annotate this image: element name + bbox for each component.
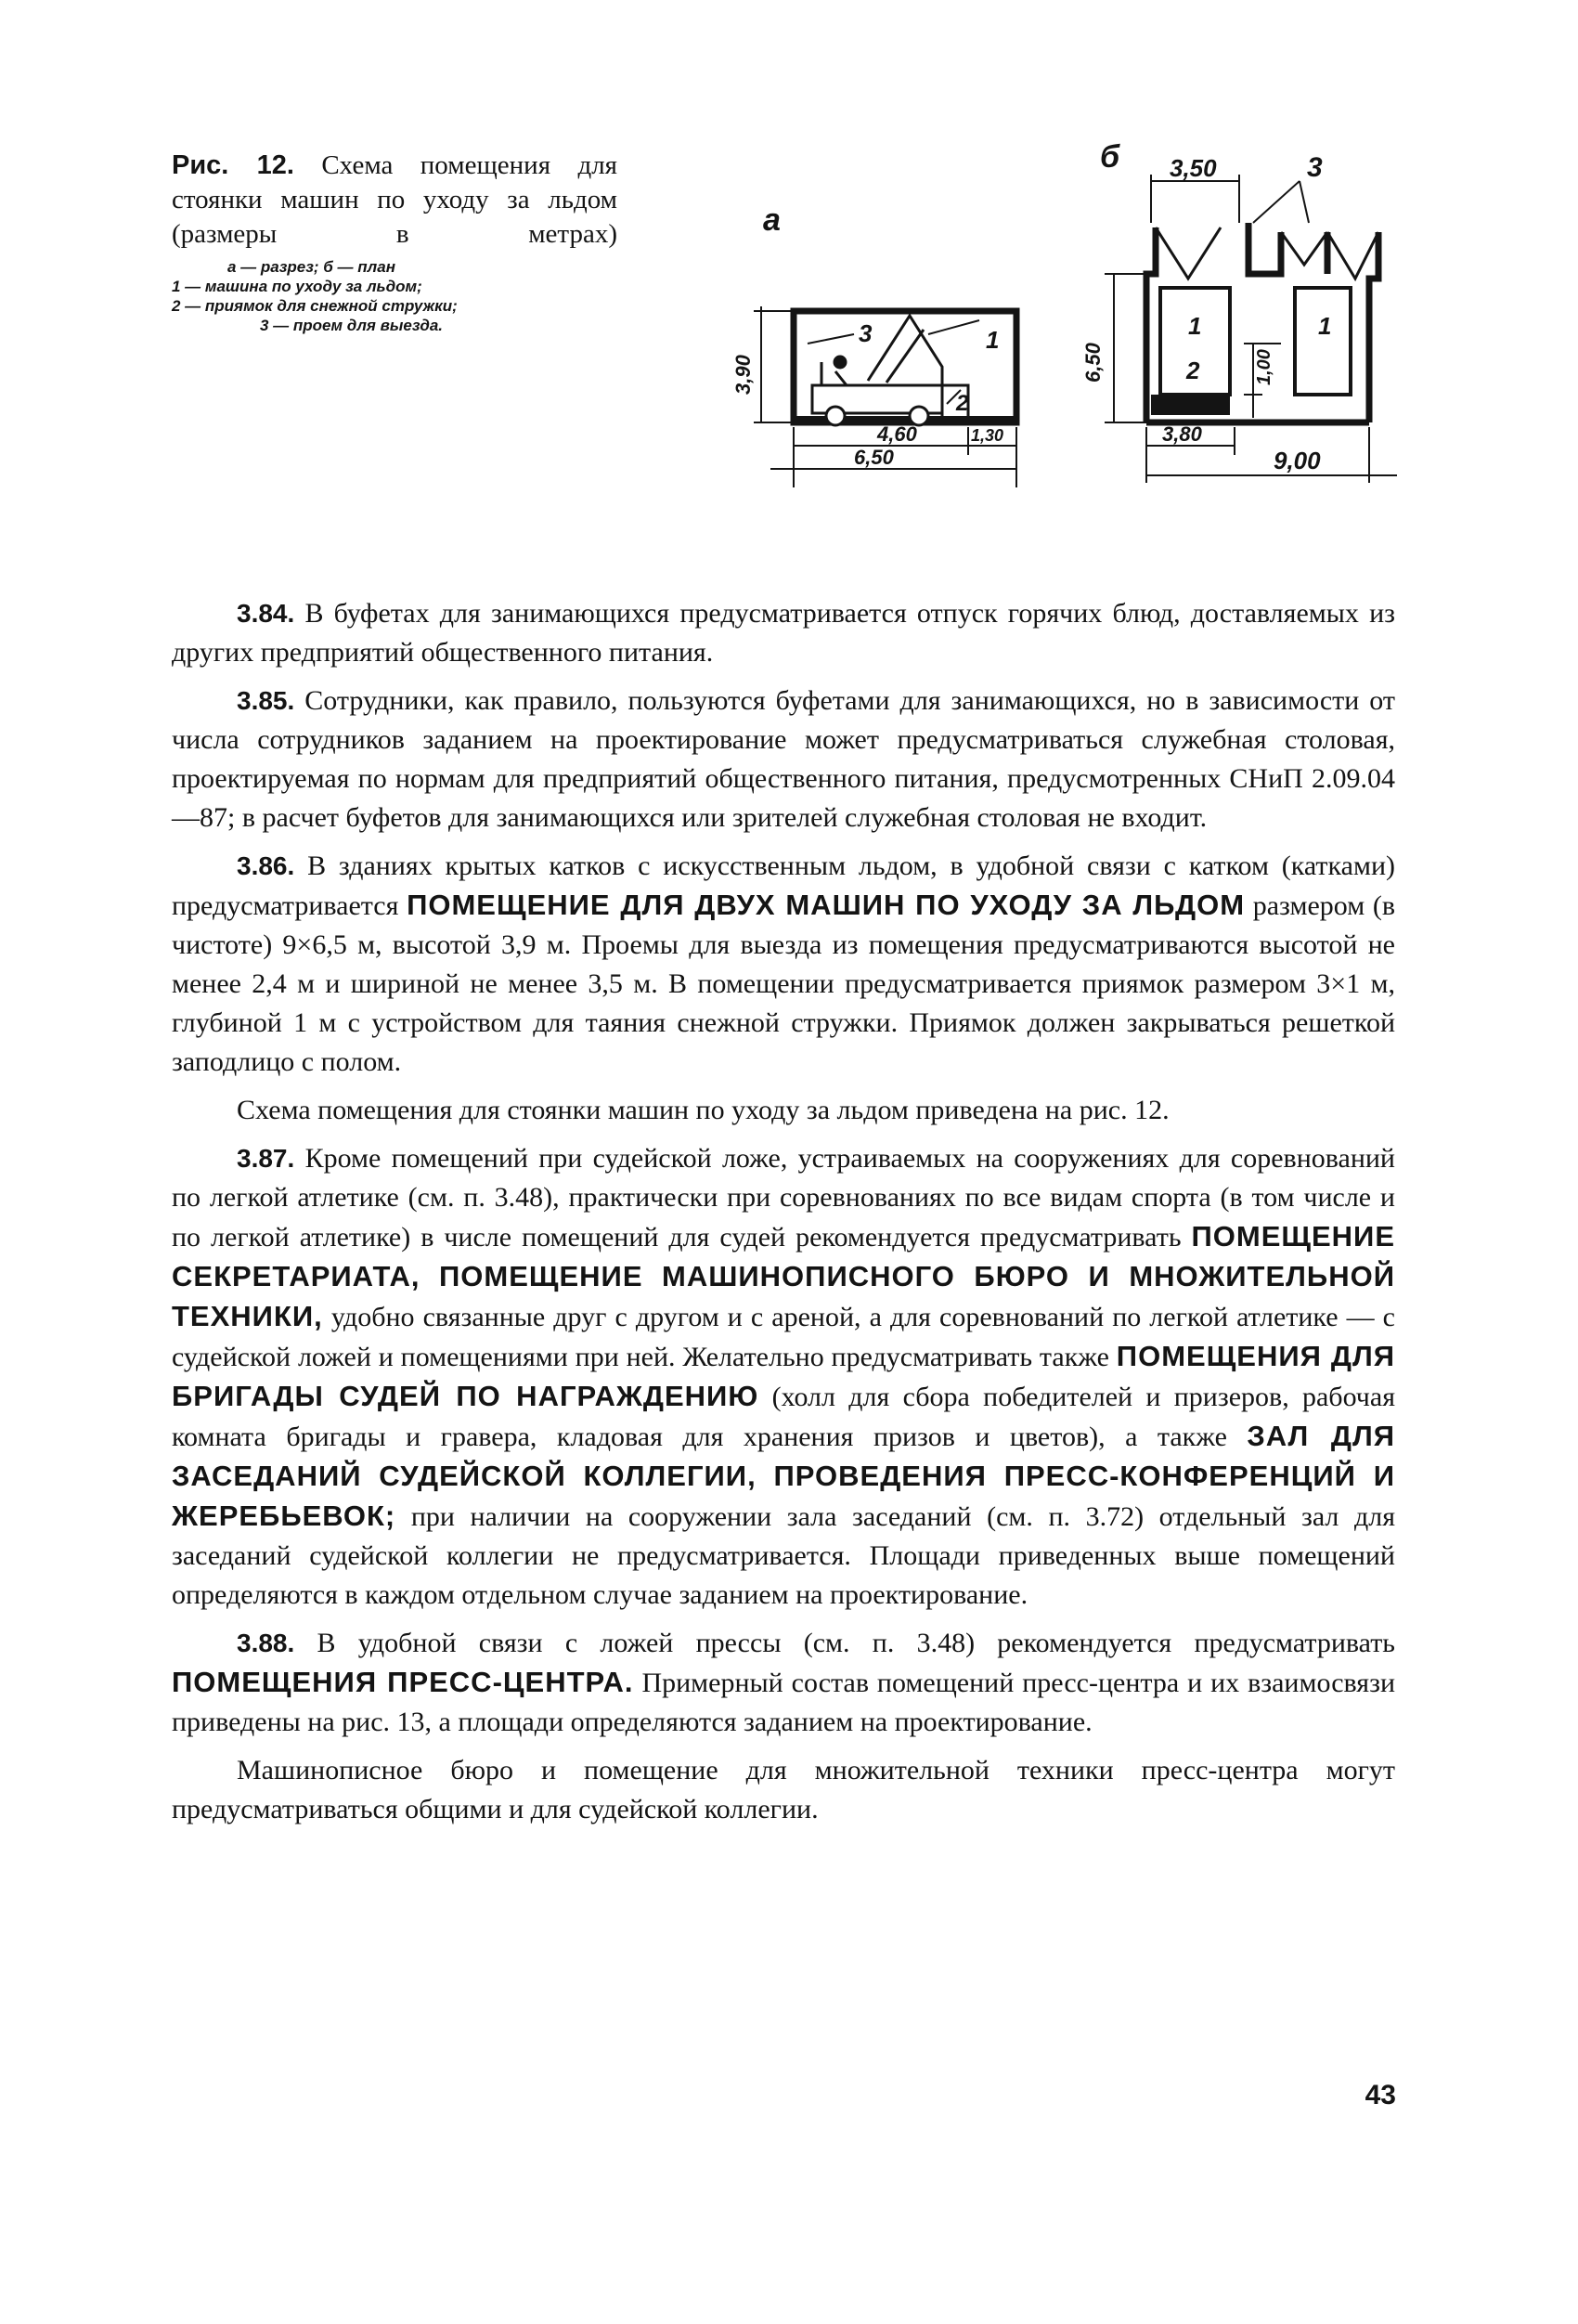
legend-item: 2 — приямок для снежной стружки; [172, 297, 458, 315]
paragraph-text: В зданиях крытых катков с искусственным льдом, в удобной связи с катком (катками) предусматривается [172, 850, 1396, 921]
paragraph-3-84 [172, 594, 1395, 672]
section-b-opening-dim: 3,50 [1170, 154, 1217, 182]
paragraph-3-85 [172, 682, 1395, 837]
section-a-callout-2: 2 [956, 391, 969, 416]
section-b-callout-3: 3 [1307, 152, 1323, 183]
caption-number: Рис. 12. [172, 150, 294, 180]
section-a [731, 202, 1016, 487]
caption-title [172, 149, 617, 252]
paragraph-number: 3.87. [237, 1144, 295, 1173]
emphasis-room-name: ПОМЕЩЕНИЯ ПРЕСС-ЦЕНТРА. [172, 1666, 634, 1698]
section-a-label: а [763, 202, 781, 238]
figure-caption [172, 149, 617, 335]
paragraph-text: удобно связанные друг с другом и с ареной, а для соревнований по легкой атлетике — с судейской ложей и помещениями при ней. Желательно предусматривать также [172, 1302, 1395, 1372]
section-a-pit-dim: 1,30 [971, 426, 1004, 445]
paragraph-number: 3.86. [237, 851, 295, 880]
paragraph-text: (холл для сбора победителей и призеров, рабочая комната бригады и гравера, кладовая для хранения призов и цветов), а также [172, 1382, 1395, 1452]
section-b-callout-1a: 1 [1188, 312, 1202, 340]
section-b-width-dim: 9,00 [1274, 447, 1321, 474]
legend-item: а — разрез; б — план [227, 258, 395, 276]
section-a-room [794, 311, 1016, 422]
paragraph-3-86 [172, 847, 1395, 1082]
ice-machine-side-icon [812, 316, 942, 425]
figure-legend [172, 257, 617, 335]
section-b-pit [1151, 395, 1230, 415]
section-a-callout-1: 1 [986, 326, 1000, 354]
paragraph-text: Примерный состав помещений пресс-центра и их взаимосвязи приведены на рис. 13, а площади определяются заданием на проектирование. [172, 1668, 1395, 1737]
emphasis-room-name: ПОМЕЩЕНИЕ СЕКРЕТАРИАТА, ПОМЕЩЕНИЕ МАШИНОПИСНОГО БЮРО И МНОЖИТЕЛЬНОЙ ТЕХНИКИ, [172, 1220, 1395, 1332]
paragraph-text: В буфетах для занимающихся предусматривается отпуск горячих блюд, доставляемых из других предприятий общественного питания. [172, 598, 1395, 668]
section-a-callout-3: 3 [859, 319, 873, 347]
emphasis-room-name: ПОМЕЩЕНИЕ ДЛЯ ДВУХ МАШИН ПО УХОДУ ЗА ЛЬДОМ [407, 889, 1246, 921]
emphasis-room-name: ПОМЕЩЕНИЯ ДЛЯ БРИГАДЫ СУДЕЙ ПО НАГРАЖДЕНИЮ [172, 1340, 1395, 1412]
section-b-bay-dim: 3,80 [1162, 422, 1202, 446]
legend-item: 1 — машина по уходу за льдом; [172, 278, 422, 295]
paragraph-text: при наличии на сооружении зала заседаний (см. п. 3.72) отдельный зал для заседаний судейской коллегии не предусматривается. Площади приведенных выше помещений определяются в каждом отдельном случае заданием на проектирование. [172, 1501, 1395, 1610]
section-b [1081, 139, 1397, 483]
page-number: 43 [1365, 2080, 1396, 2110]
section-b-pit-dim: 1,00 [1254, 349, 1274, 385]
paragraph-3-87 [172, 1139, 1395, 1615]
paragraph-text: Кроме помещений при судейской ложе, устраиваемых на сооружениях для соревнований по легкой атлетике (см. п. 3.48), практически при соревнованиях по все видам спорта (в том числе и по легкой атлетике) в числе помещений для судей рекомендуется предусматривать [172, 1143, 1395, 1253]
paragraph-text: В удобной связи с ложей прессы (см. п. 3.48) рекомендуется предусматривать [317, 1628, 1395, 1658]
paragraph-3-88 [172, 1624, 1395, 1742]
paragraph-number: 3.85. [237, 686, 295, 715]
section-a-height-dim: 3,90 [731, 355, 755, 395]
caption-text: Схема помещения для стоянки машин по уходу за льдом (размеры в метрах) [172, 150, 618, 249]
body-text [172, 594, 1395, 1838]
paragraph-number: 3.88. [237, 1629, 295, 1657]
paragraph-text: Сотрудники, как правило, пользуются буфетами для занимающихся, но в зависимости от числа сотрудников заданием на проектирование может предусматриваться служебная столовая, проектируемая по нормам для предприятий общественного питания, предусмотренных СНиП 2.09.04—87; в расчет буфетов для занимающихся или зрителей служебная столовая не входит. [172, 685, 1395, 833]
section-a-total-dim: 6,50 [854, 446, 894, 469]
paragraph-text: размером (в чистоте) 9×6,5 м, высотой 3,9 м. Проемы для выезда из помещения предусматриваются высотой не менее 2,4 м и шириной не менее 3,5 м. В помещении предусматривается приямок размером 3×1 м, глубиной 1 м с устройством для таяния снежной стружки. Приямок должен закрываться решеткой заподлицо с полом. [172, 890, 1396, 1077]
paragraph-note: Машинописное бюро и помещение для множительной техники пресс-центра могут предусматриваться общими и для судейской коллегии. [172, 1755, 1395, 1824]
emphasis-room-name: ЗАЛ ДЛЯ ЗАСЕДАНИЙ СУДЕЙСКОЙ КОЛЛЕГИИ, ПРОВЕДЕНИЯ ПРЕСС-КОНФЕРЕНЦИЙ И ЖЕРЕБЬЕВОК; [172, 1420, 1396, 1532]
paragraph-figure-reference: Схема помещения для стоянки машин по уходу за льдом приведена на рис. 12. [237, 1095, 1170, 1125]
legend-item: 3 — проем для выезда. [260, 317, 444, 334]
section-b-callout-1b: 1 [1318, 312, 1332, 340]
section-b-callout-2: 2 [1186, 357, 1200, 384]
paragraph-number: 3.84. [237, 599, 295, 628]
section-a-machine-dim: 4,60 [877, 422, 917, 446]
section-b-depth-dim: 6,50 [1081, 343, 1105, 383]
section-b-label: б [1100, 139, 1120, 175]
figure-12-drawing [705, 139, 1411, 548]
section-b-walls [1146, 223, 1378, 422]
ice-machine-plan-icon [1295, 288, 1351, 395]
